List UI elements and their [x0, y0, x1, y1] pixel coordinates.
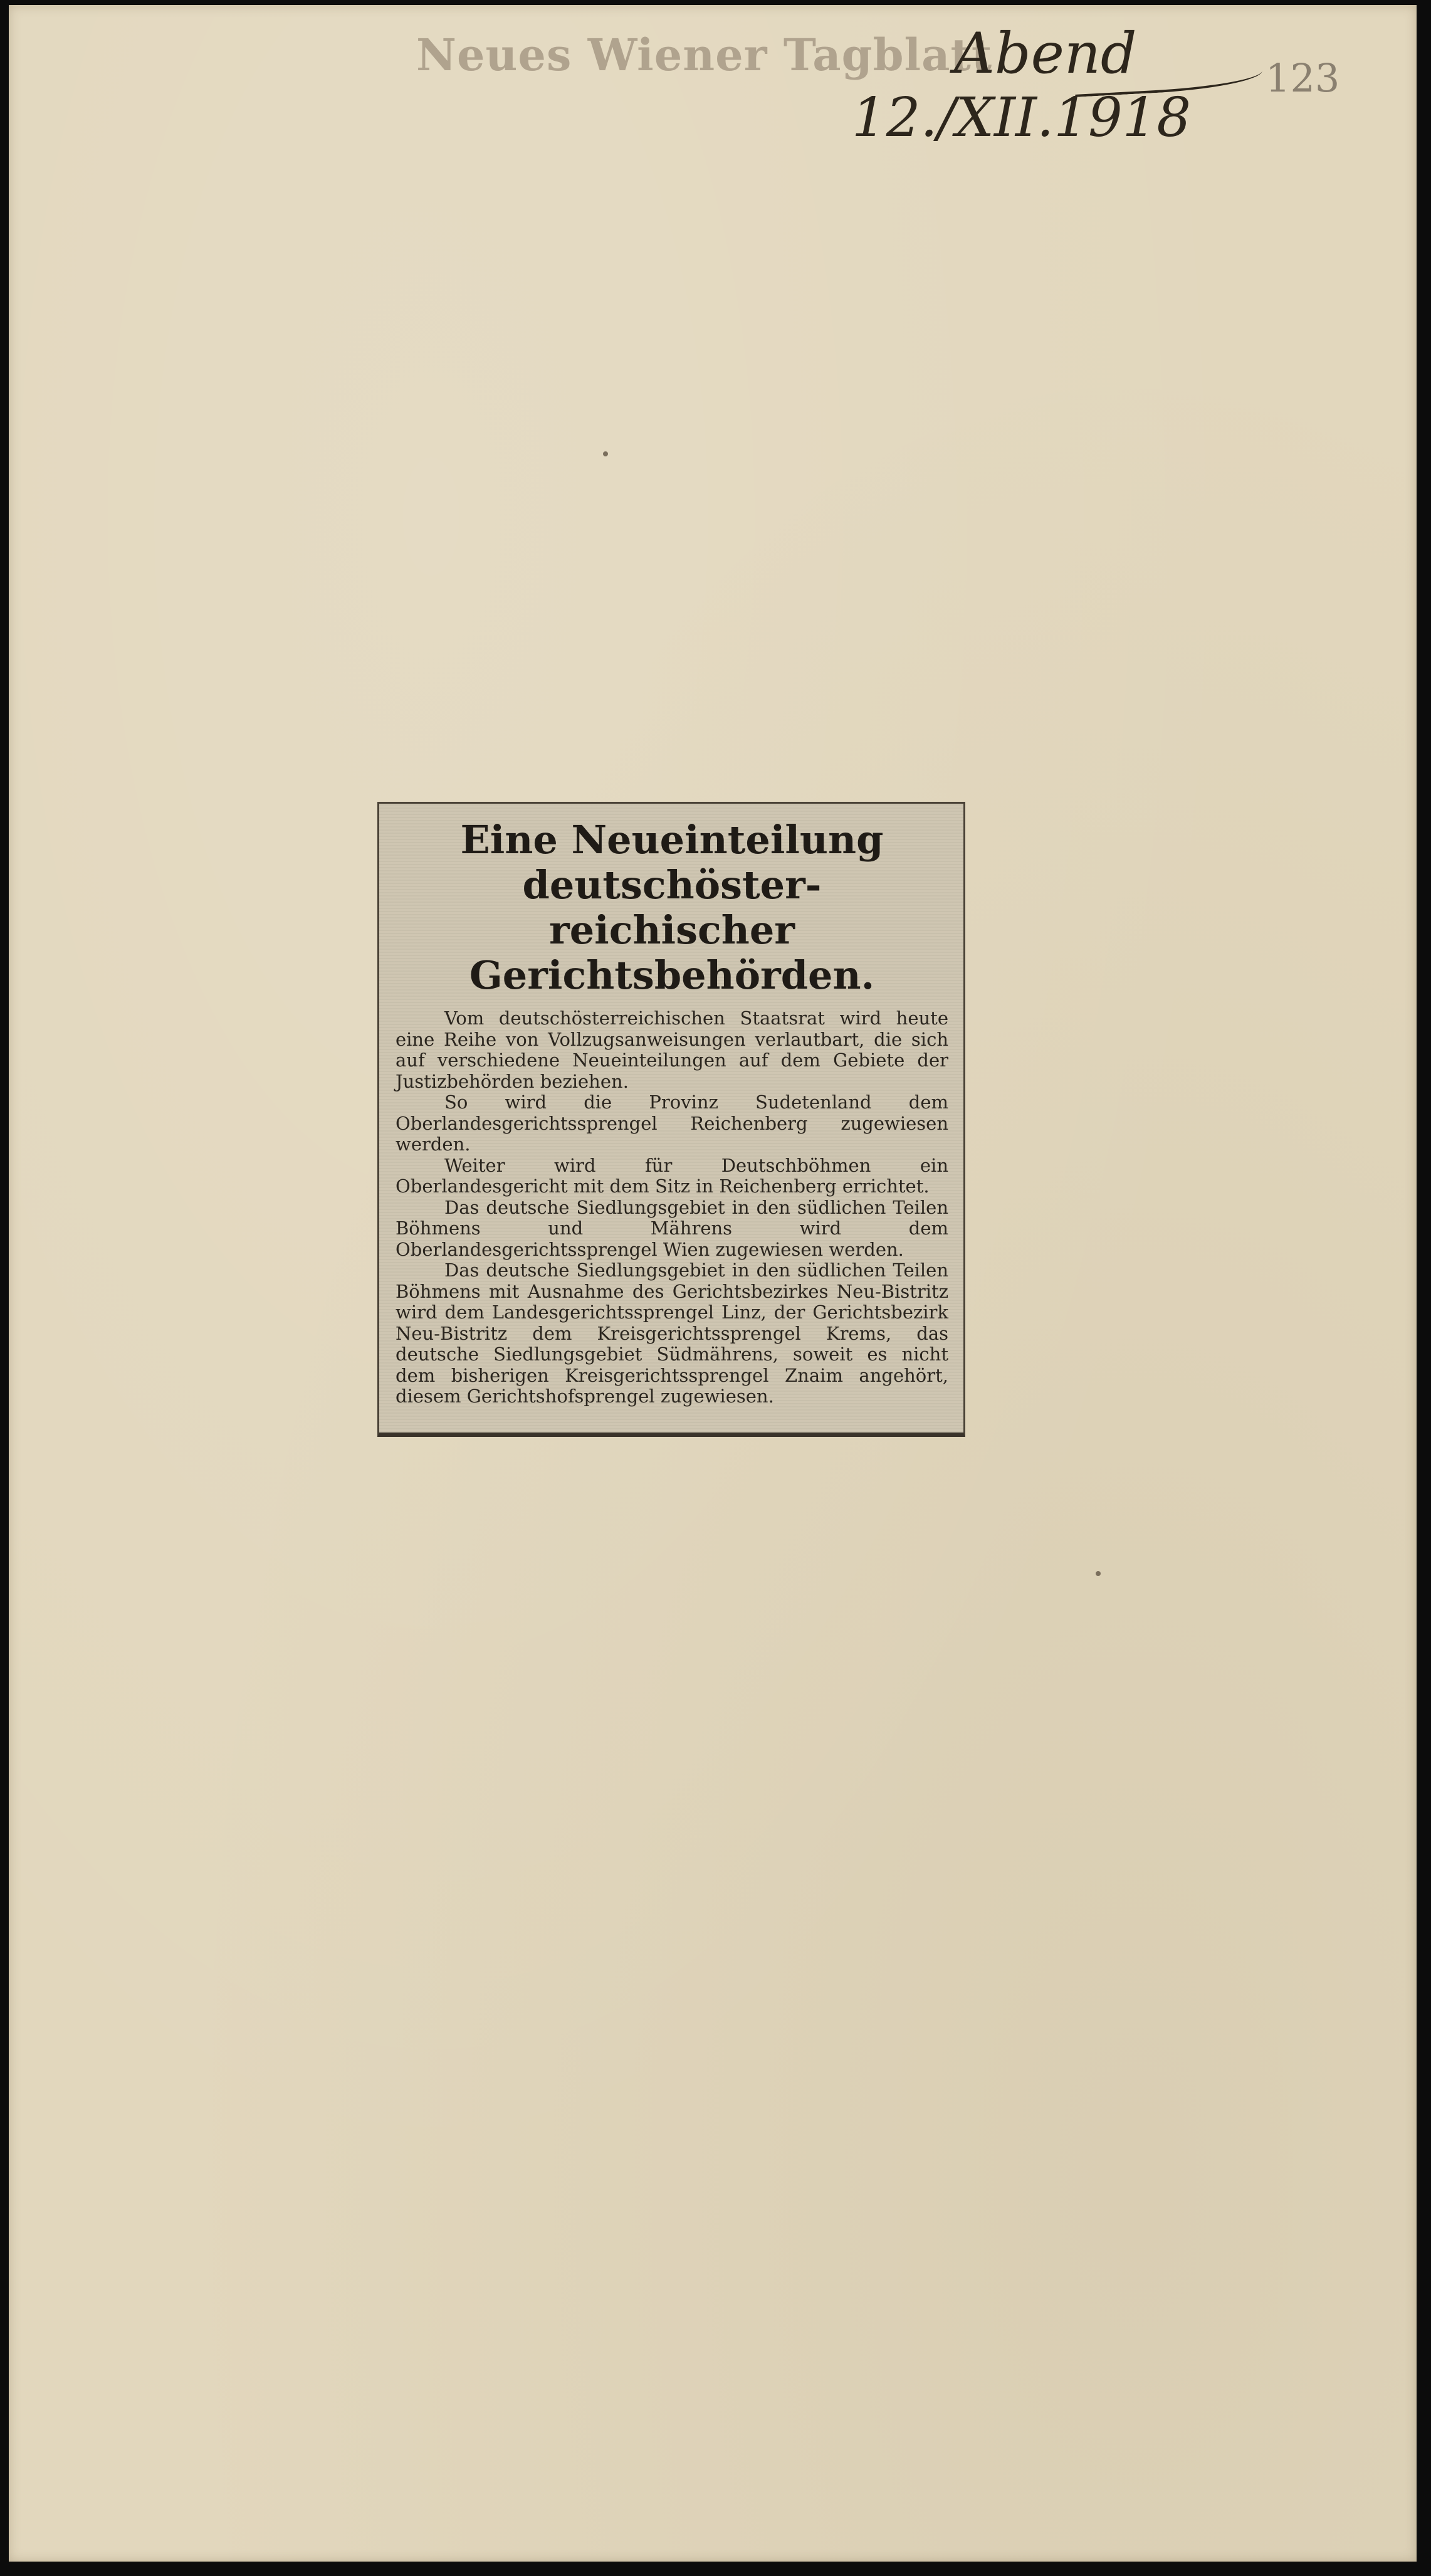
- headline-line-2: reichischer Gerichtsbehörden.: [469, 907, 875, 998]
- handwritten-date: 12./XII.1918: [852, 87, 1192, 149]
- paper-speck: [1096, 1571, 1101, 1576]
- handwritten-edition: Abend: [954, 21, 1137, 87]
- archive-sheet: [9, 5, 1417, 2562]
- article-paragraph: Vom deutschösterreichischen Staatsrat wird heute eine Reihe von Vollzugsanweisungen verlautbart, die sich auf verschiedene Neueinteilungen auf dem Gebiete der Justizbehörden beziehen.: [396, 1007, 948, 1092]
- article-paragraph: So wird die Provinz Sudetenland dem Oberlandesgerichtssprengel Reichenberg zugewiesen werden.: [396, 1091, 948, 1155]
- paper-speck: [603, 451, 608, 456]
- article-paragraph: Das deutsche Siedlungsgebiet in den südlichen Teilen Böhmens mit Ausnahme des Gerichtsbezirkes Neu-Bistritz wird dem Landesgerichtssprengel Linz, der Gerichtsbezirk Neu-Bistritz dem Kreisgerichtssprengel Krems, das deutsche Siedlungsgebiet Südmährens, soweit es nicht dem bisherigen Kreisgerichtssprengel Znaim angehört, diesem Gerichtshofsprengel zugewiesen.: [396, 1259, 948, 1407]
- article-paragraph: Das deutsche Siedlungsgebiet in den südlichen Teilen Böhmens und Mährens wird dem Oberlandesgerichtssprengel Wien zugewiesen werden.: [396, 1196, 948, 1260]
- clipping-headline: [396, 817, 948, 998]
- article-paragraph: Weiter wird für Deutschböhmen ein Oberlandesgericht mit dem Sitz in Reichenberg errichtet.: [396, 1154, 948, 1197]
- newspaper-stamp: Neues Wiener Tagblatt: [416, 29, 993, 81]
- newspaper-clipping: [377, 802, 965, 1437]
- headline-line-1: Eine Neueinteilung deutschöster-: [460, 817, 884, 908]
- archive-number: 123: [1266, 55, 1340, 101]
